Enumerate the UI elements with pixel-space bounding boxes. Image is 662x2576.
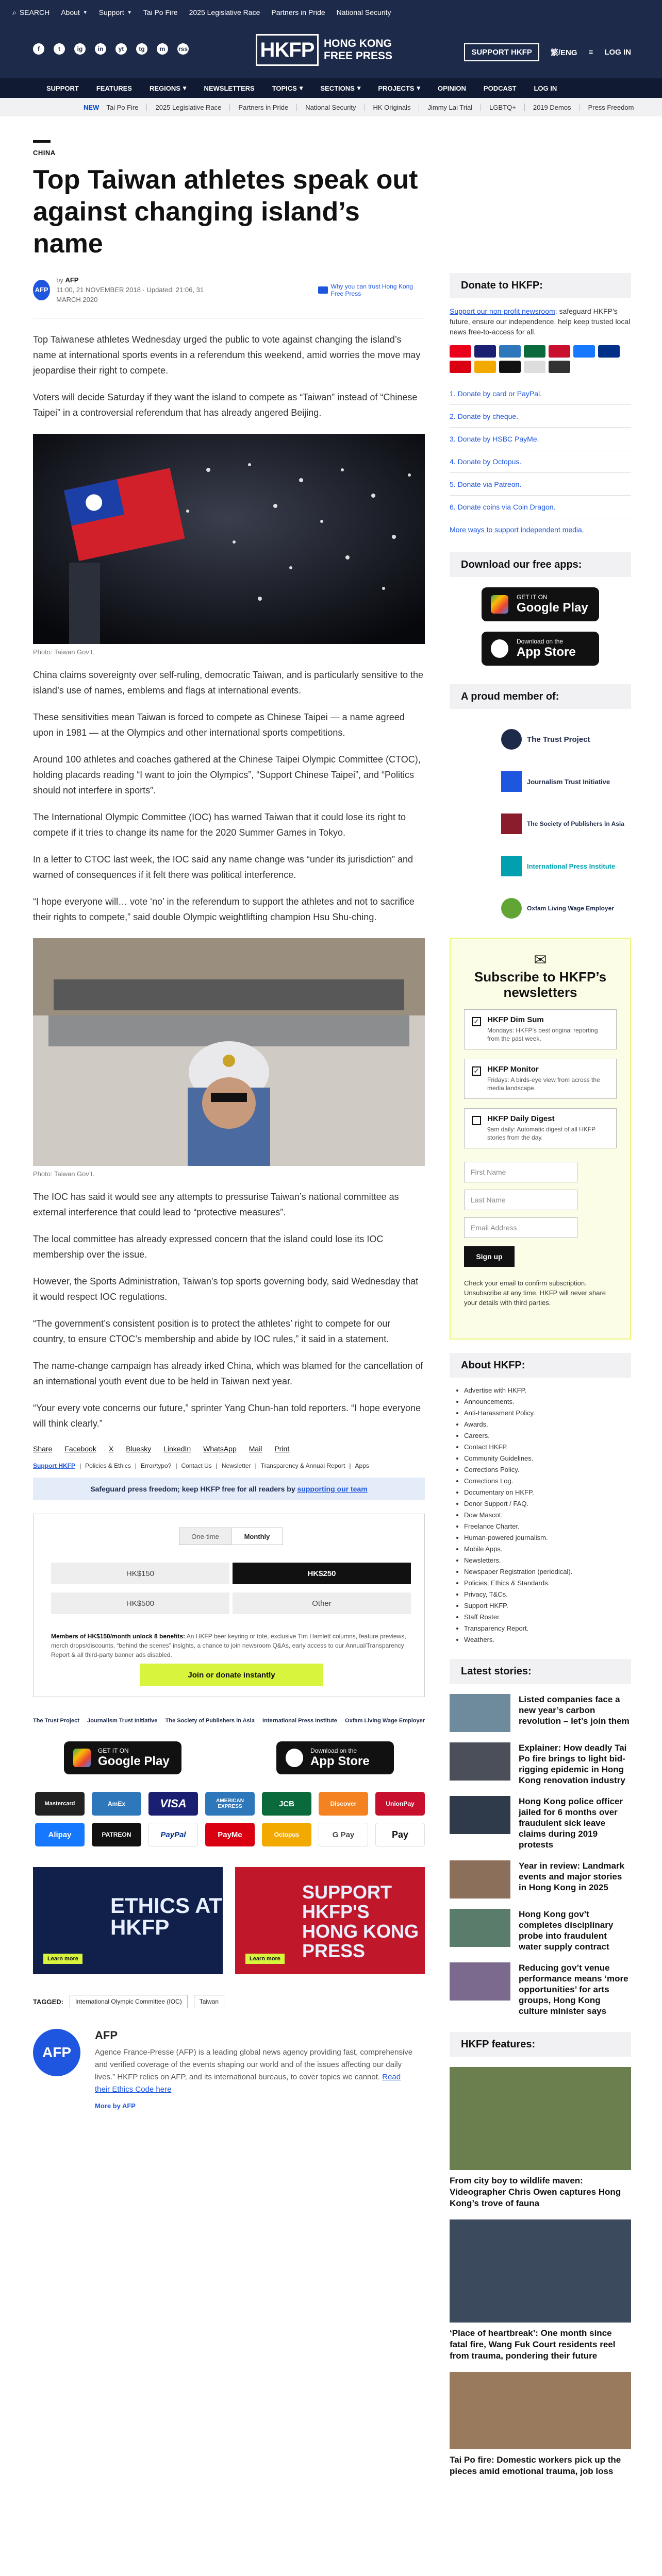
photo-caption: Photo: Taiwan Gov’t.: [33, 1170, 94, 1178]
apple-pay-icon: Pay: [375, 1823, 425, 1846]
trust-project-icon: [501, 729, 522, 750]
member-jti[interactable]: Journalism Trust Initiative: [501, 760, 631, 803]
unionpay-icon: [549, 345, 570, 358]
share-x[interactable]: X: [108, 1445, 114, 1453]
feature-title[interactable]: From city boy to wildlife maven: Videographer Chris Owen captures Hong Kong’s trove of fauna: [450, 2176, 621, 2208]
logo-line-2: FREE PRESS: [324, 50, 393, 62]
trending-item[interactable]: Jimmy Lai Trial: [427, 104, 481, 111]
transparency-link[interactable]: Transparency & Annual Report: [260, 1462, 345, 1469]
visa-icon: VISA: [148, 1792, 198, 1816]
newsletter-option-dimsum[interactable]: ✓ HKFP Dim Sum Mondays: HKFP’s best original reporting from the past week.: [464, 1009, 617, 1049]
member-logo[interactable]: The Society of Publishers in Asia: [165, 1718, 255, 1724]
article-headline: Top Taiwan athletes speak out against changing island’s name: [33, 165, 418, 259]
utility-bar: [0, 0, 662, 25]
about-menu[interactable]: About ▼: [61, 8, 88, 16]
about-item[interactable]: • Corrections Policy.: [464, 1464, 631, 1476]
support-hkfp-button[interactable]: SUPPORT HKFP: [464, 43, 539, 61]
author-box-avatar[interactable]: AFP: [33, 2029, 80, 2076]
latest-story[interactable]: Listed companies face a new year’s carbon revolution – let’s join them: [450, 1694, 631, 1732]
american-express-icon: AMERICAN EXPRESS: [205, 1792, 255, 1816]
jti-icon: [501, 771, 522, 792]
nav-regions[interactable]: REGIONS ▾: [149, 84, 187, 92]
about-item[interactable]: • Privacy, T&Cs.: [464, 1589, 631, 1600]
trending-item[interactable]: 2025 Legislative Race: [155, 104, 230, 111]
app-store-row: [33, 1741, 425, 1774]
google-pay-icon: [524, 361, 545, 373]
more-ways-link[interactable]: More ways to support independent media.: [450, 526, 584, 534]
article-paragraph: “I hope everyone will… vote ‘no’ in the referendum to support the athletes and not to sacrifice their rights to compete,” said double Olympic weightlifting champion Hsu Shu-ching.: [33, 896, 415, 922]
article-paragraph: The name-change campaign has already irked China, which was blamed for the cancellation of an international youth event due to be held in Taiwan next year.: [33, 1361, 423, 1386]
about-item[interactable]: • Advertise with HKFP.: [464, 1385, 631, 1396]
ethics-code-link[interactable]: Read their Ethics Code here: [95, 2073, 401, 2094]
rss-icon[interactable]: rss: [177, 43, 189, 55]
trend-2[interactable]: 2025 Legislative Race: [189, 8, 260, 16]
support-links: Support HKFP | Policies & Ethics | Error/typo? | Contact Us | Newsletter | Transparency & Annual Report | Apps: [33, 1462, 369, 1469]
donate-option[interactable]: 6. Donate coins via Coin Dragon.: [450, 496, 631, 518]
main-nav: [0, 78, 662, 98]
article-paragraph: The local committee has already expressed concern that the island could lose its IOC membership over the issue.: [33, 1234, 384, 1260]
about-list: [450, 1385, 631, 1646]
newsletter-option-digest[interactable]: HKFP Daily Digest 9am daily: Automatic digest of all HKFP stories from the day.: [464, 1108, 617, 1148]
oxfam-icon: [501, 898, 522, 919]
about-item[interactable]: • Support HKFP.: [464, 1600, 631, 1612]
article-photo-guard: [33, 938, 425, 1166]
trending-bar: [0, 98, 662, 116]
google-play-icon: [73, 1749, 91, 1767]
apple-icon: [491, 639, 508, 658]
article-paragraph: Voters will decide Saturday if they want the island to compete as “Taiwan” instead of “Chinese Taipei” in a controversial referendum that has already angered Beijing.: [33, 392, 418, 418]
tag[interactable]: Taiwan: [194, 1995, 224, 2008]
alipay-icon: [573, 345, 595, 358]
about-item[interactable]: • Weathers.: [464, 1634, 631, 1646]
first-name-input[interactable]: First Name: [464, 1162, 577, 1182]
member-heading: A proud member of:: [450, 684, 631, 709]
email-input[interactable]: Email Address: [464, 1217, 577, 1238]
trending-item[interactable]: LGBTQ+: [489, 104, 525, 111]
jcb-icon: [524, 345, 545, 358]
story-thumbnail: [450, 1962, 510, 2001]
article-paragraph: “The government’s consistent position is to protect the athletes’ right to compete for our country, to ensure CTOC’s membership and abide by IOC rules,” it said in a statement.: [33, 1318, 391, 1344]
about-item[interactable]: • Careers.: [464, 1430, 631, 1442]
nav-podcast[interactable]: PODCAST: [483, 84, 517, 92]
trending-item[interactable]: Press Freedom: [588, 103, 634, 111]
more-by-author-link[interactable]: More by AFP: [95, 2102, 136, 2110]
article: [33, 140, 425, 2110]
trust-icon: [318, 286, 327, 294]
member-logo[interactable]: Oxfam Living Wage Employer: [345, 1718, 425, 1724]
latest-story[interactable]: Explainer: How deadly Tai Po fire brings to light bid-rigging epidemic in Hong Kong renovation industry: [450, 1742, 631, 1786]
latest-story[interactable]: Year in review: Landmark events and major stories in Hong Kong in 2025: [450, 1860, 631, 1899]
checkbox-checked[interactable]: ✓: [472, 1066, 481, 1076]
article-paragraph: Top Taiwanese athletes Wednesday urged the public to vote against changing the island’s name at international sports events in a referendum this weekend, amid worries the move may jeopardise their right to compete.: [33, 334, 421, 376]
logo-line-1: HONG KONG: [324, 38, 392, 49]
linkedin-icon[interactable]: in: [95, 43, 106, 55]
chevron-down-icon: ▾: [183, 84, 187, 92]
donate-option[interactable]: 4. Donate by Octopus.: [450, 450, 631, 473]
latest-story[interactable]: Hong Kong police officer jailed for 6 months over fraudulent sick leave claims during 2019 protests: [450, 1796, 631, 1850]
amex-icon: [499, 345, 521, 358]
member-trust-project[interactable]: The Trust Project: [501, 718, 631, 760]
story-thumbnail: [450, 1694, 510, 1732]
trend-1[interactable]: Tai Po Fire: [143, 8, 178, 16]
about-item[interactable]: • Announcements.: [464, 1396, 631, 1408]
article-date: 11:00, 21 NOVEMBER 2018 · Updated: 21:06, 31 MARCH 2020: [56, 286, 204, 303]
member-ipi[interactable]: International Press Institute: [501, 845, 631, 887]
author-box-name[interactable]: AFP: [95, 2029, 118, 2042]
nav-sections[interactable]: SECTIONS ▾: [320, 84, 361, 92]
new-badge: NEW: [84, 103, 100, 111]
share-label: Share: [33, 1445, 53, 1453]
latest-story[interactable]: Hong Kong gov’t completes disciplinary probe into fraudulent water supply contract: [450, 1909, 631, 1952]
member-sopa[interactable]: The Society of Publishers in Asia: [501, 803, 631, 845]
apps-heading: Download our free apps:: [450, 552, 631, 577]
paypal-icon: PayPal: [148, 1823, 198, 1846]
tab-one-time[interactable]: One-time: [179, 1528, 231, 1545]
share-facebook[interactable]: Facebook: [64, 1445, 96, 1453]
latest-heading: Latest stories:: [450, 1659, 631, 1684]
telegram-icon[interactable]: tg: [136, 43, 147, 55]
about-item[interactable]: • Donor Support / FAQ.: [464, 1498, 631, 1510]
nav-newsletters[interactable]: NEWSLETTERS: [204, 84, 255, 92]
chevron-down-icon: ▼: [127, 10, 132, 15]
share-row: [33, 1445, 425, 1453]
features-heading: HKFP features:: [450, 2032, 631, 2057]
promo-row: [33, 1867, 425, 1974]
ipi-icon: [501, 856, 522, 876]
nav-support[interactable]: SUPPORT: [46, 84, 79, 92]
author-name[interactable]: AFP: [65, 276, 79, 284]
share-print[interactable]: Print: [274, 1445, 290, 1453]
apps-link[interactable]: Apps: [355, 1462, 369, 1469]
jcb-icon: JCB: [262, 1792, 311, 1816]
about-item[interactable]: • Mobile Apps.: [464, 1544, 631, 1555]
about-item[interactable]: • Newspaper Registration (periodical).: [464, 1566, 631, 1578]
discover-icon: Discover: [319, 1792, 368, 1816]
author-bio: Agence France-Presse (AFP) is a leading global news agency providing fast, comprehensive and verified coverage of the events shaping our world and of the issues affecting our daily lives.” HKFP relies on AFP, and its international bureaus, to cover topics we cannot. Read their Ethics Code here: [95, 2048, 413, 2094]
sidebar: [450, 273, 631, 2477]
member-logos-row: [33, 1718, 425, 1724]
payment-methods: [33, 1792, 425, 1846]
feature-image[interactable]: [450, 2067, 631, 2170]
article-paragraph: In a letter to CTOC last week, the IOC said any name change was “under its jurisdiction” and warned of consequences if it felt there was political interference.: [33, 854, 413, 880]
article-category[interactable]: CHINA: [33, 149, 56, 157]
about-item[interactable]: • Freelance Charter.: [464, 1521, 631, 1532]
patreon-icon: PATREON: [92, 1823, 141, 1846]
payme-icon: PayMe: [205, 1823, 255, 1846]
mail-icon[interactable]: m: [157, 43, 168, 55]
about-item[interactable]: • Staff Roster.: [464, 1612, 631, 1623]
newsletter-link[interactable]: Newsletter: [221, 1462, 251, 1469]
donate-heading: Donate to HKFP:: [450, 273, 631, 298]
story-thumbnail: [450, 1742, 510, 1781]
trend-4[interactable]: National Security: [336, 8, 391, 16]
benefits-note: Members of HK$150/month unlock 8 benefits: An HKFP beer keyring or tote, exclusive Tim Hamlett columns, feature previews, merch drops/discounts, “behind the scenes” insights, a chance to join newsroom Q&As, early access to our Annual/Transparency Report & all third-party banner ads disabled.: [51, 1633, 406, 1658]
about-item[interactable]: • Transparency Report.: [464, 1623, 631, 1634]
tagged-label: TAGGED:: [33, 1997, 63, 2006]
byline: AFP by AFP 11:00, 21 NOVEMBER 2018 · Updated: 21:06, 31 MARCH 2020 Why you can trust Hong Kong Free Press: [33, 275, 425, 304]
trend-3[interactable]: Partners in Pride: [271, 8, 325, 16]
article-paragraph: “Your every vote concerns our future,” sprinter Yang Chun-han told reporters. “I hope everyone will think clearly.”: [33, 1403, 421, 1429]
donate-widget: [33, 1514, 425, 1697]
amex-icon: AmEx: [92, 1792, 141, 1816]
signup-button[interactable]: Sign up: [464, 1246, 515, 1267]
article-paragraph: These sensitivities mean Taiwan is forced to compete as Chinese Taipei — a name agreed upon in 1981 — at the Olympics and other international sports competitions.: [33, 712, 405, 738]
article-paragraph: Around 100 athletes and coaches gathered at the Chinese Taipei Olympic Committee (CTOC), holding placards reading “I want to join the Olympics”, “Support Chinese Taipei”, and “Politics should not interfere in sports”.: [33, 754, 421, 795]
apple-pay-icon: [549, 361, 570, 373]
feature-title[interactable]: ‘Place of heartbreak’: One month since fatal fire, Wang Fuk Court residents reel from trauma, pondering their future: [450, 2328, 616, 2361]
app-store-badge[interactable]: Download on the App Store: [482, 632, 599, 666]
social-links: [33, 43, 189, 55]
support-hkfp-link[interactable]: Support HKFP: [33, 1462, 75, 1469]
tab-monthly[interactable]: Monthly: [231, 1528, 283, 1545]
google-play-badge[interactable]: GET IT ON Google Play: [482, 587, 599, 621]
trending-item[interactable]: National Security: [305, 104, 365, 111]
google-play-badge[interactable]: GET IT ON Google Play: [64, 1741, 181, 1774]
share-linkedin[interactable]: LinkedIn: [163, 1445, 191, 1453]
apple-icon: [286, 1749, 303, 1767]
google-pay-icon: G Pay: [319, 1823, 368, 1846]
guard-photo-illustration: [33, 938, 425, 1166]
unionpay-icon: UnionPay: [375, 1792, 425, 1816]
logo-mark: HKFP: [256, 34, 319, 66]
newsletter-option-monitor[interactable]: ✓ HKFP Monitor Fridays: A birds-eye view from across the media landscape.: [464, 1059, 617, 1099]
mastercard-icon: [450, 345, 471, 358]
donate-text: Support our non-profit newsroom: safeguard HKFP’s future, ensure our independence, help keep trusted local news free-to-access for all.: [450, 307, 631, 336]
support-menu[interactable]: Support ▼: [98, 8, 132, 16]
error-link[interactable]: Error/typo?: [140, 1462, 172, 1469]
last-name-input[interactable]: Last Name: [464, 1190, 577, 1210]
about-item[interactable]: • Anti-Harassment Policy.: [464, 1408, 631, 1419]
nav-projects[interactable]: PROJECTS ▾: [378, 84, 420, 92]
youtube-icon[interactable]: yt: [115, 43, 127, 55]
member-logo[interactable]: International Press Institute: [262, 1718, 337, 1724]
feature-image[interactable]: [450, 2219, 631, 2323]
trending-item[interactable]: HK Originals: [373, 104, 420, 111]
about-item[interactable]: • Community Guidelines.: [464, 1453, 631, 1464]
mastercard-icon: Mastercard: [35, 1792, 85, 1816]
share-bluesky[interactable]: Bluesky: [126, 1445, 152, 1453]
share-whatsapp[interactable]: WhatsApp: [203, 1445, 237, 1453]
member-logo[interactable]: Journalism Trust Initiative: [87, 1718, 158, 1724]
article-paragraph: The IOC has said it would see any attempts to pressurise Taiwan’s national committee as external interference that could lead to “protective measures”.: [33, 1192, 399, 1217]
x-icon[interactable]: t: [54, 43, 65, 55]
chevron-down-icon: ▾: [299, 84, 303, 92]
latest-story[interactable]: Reducing gov’t venue performance means ‘more opportunities’ for arts groups, Hong Kong culture minister says: [450, 1962, 631, 2016]
join-donate-button[interactable]: Join or donate instantly: [140, 1664, 323, 1686]
tag[interactable]: International Olympic Committee (IOC): [70, 1995, 188, 2008]
search-link[interactable]: ⌕ SEARCH: [12, 8, 50, 16]
supporting-link[interactable]: supporting our team: [297, 1485, 368, 1493]
login-link[interactable]: LOG IN: [604, 48, 631, 57]
author-avatar[interactable]: AFP: [33, 280, 50, 300]
feature-title[interactable]: Tai Po fire: Domestic workers pick up the pieces amid emotional trauma, job loss: [450, 2455, 621, 2476]
amount-option[interactable]: HK$150: [51, 1563, 229, 1584]
nav-login[interactable]: LOG IN: [534, 84, 557, 92]
menu-icon[interactable]: ≡: [588, 48, 593, 57]
amount-option[interactable]: HK$500: [51, 1592, 229, 1614]
payme-icon: [450, 361, 471, 373]
about-item[interactable]: • Corrections Log.: [464, 1476, 631, 1487]
newsletter-disclaimer: Check your email to confirm subscription. Unsubscribe at any time. HKFP will never share your details with third parties.: [464, 1279, 606, 1307]
donate-option[interactable]: 3. Donate by HSBC PayMe.: [450, 428, 631, 450]
donate-option[interactable]: 1. Donate by card or PayPal.: [450, 382, 631, 405]
checkbox-unchecked[interactable]: [472, 1116, 481, 1125]
share-mail[interactable]: Mail: [249, 1445, 262, 1453]
article-paragraph: The International Olympic Committee (IOC) has warned Taiwan that it could lose its right to compete if it tries to change its name for the 2020 Summer Games in Tokyo.: [33, 812, 406, 838]
story-thumbnail: [450, 1860, 510, 1899]
about-item[interactable]: • Documentary on HKFP.: [464, 1487, 631, 1498]
about-item[interactable]: • Awards.: [464, 1419, 631, 1430]
contact-link[interactable]: Contact Us: [181, 1462, 212, 1469]
site-header: [0, 25, 662, 78]
story-thumbnail: [450, 1796, 510, 1834]
nav-opinion[interactable]: OPINION: [438, 84, 466, 92]
about-item[interactable]: • Dow Mascot.: [464, 1510, 631, 1521]
article-paragraph: However, the Sports Administration, Taiwan’s top sports governing body, said Wednesday that it would respect IOC regulations.: [33, 1276, 419, 1302]
newsletter-title: Subscribe to HKFP’s newsletters: [474, 969, 607, 1000]
photo-caption: Photo: Taiwan Gov’t.: [33, 648, 94, 656]
alipay-icon: Alipay: [35, 1823, 85, 1846]
sidebar-payment-icons: [450, 345, 631, 373]
tag-list: [33, 1995, 425, 2008]
checkbox-checked[interactable]: ✓: [472, 1017, 481, 1026]
safeguard-banner: Safeguard press freedom; keep HKFP free for all readers by supporting our team: [33, 1478, 425, 1500]
chevron-down-icon: ▾: [417, 84, 420, 92]
octopus-icon: Octopus: [262, 1823, 311, 1846]
sopa-icon: [501, 814, 522, 834]
category-rule: [33, 140, 51, 143]
octopus-icon: [474, 361, 496, 373]
nav-features[interactable]: FEATURES: [96, 84, 132, 92]
about-item[interactable]: • Contact HKFP.: [464, 1442, 631, 1453]
author-box: [33, 2029, 425, 2110]
support-promo[interactable]: SUPPORT HKFP'S HONG KONG PRESS Learn more: [235, 1867, 425, 1974]
nav-topics[interactable]: TOPICS ▾: [272, 84, 303, 92]
non-profit-link[interactable]: Support our non-profit newsroom: [450, 307, 555, 315]
flag-photo-illustration: [33, 434, 425, 644]
about-item[interactable]: • Policies, Ethics & Standards.: [464, 1578, 631, 1589]
ethics-promo[interactable]: ETHICS AT HKFP Learn more: [33, 1867, 223, 1974]
facebook-icon[interactable]: f: [33, 43, 44, 55]
feature-image[interactable]: [450, 2372, 631, 2449]
donate-tabs: [179, 1528, 283, 1545]
about-item[interactable]: • Newsletters.: [464, 1555, 631, 1566]
amount-option-selected[interactable]: HK$250: [233, 1563, 411, 1584]
member-list: [450, 718, 631, 929]
member-logo[interactable]: The Trust Project: [33, 1718, 79, 1724]
amount-option[interactable]: Other: [233, 1592, 411, 1614]
language-toggle[interactable]: 繁/ENG: [550, 48, 577, 57]
trending-item[interactable]: Partners in Pride: [238, 104, 297, 111]
article-paragraph: China claims sovereignty over self-ruling, democratic Taiwan, and is particularly sensitive to the island’s use of names, emblems and flags at international events.: [33, 670, 424, 696]
donate-option[interactable]: 2. Donate by cheque.: [450, 405, 631, 428]
donate-option[interactable]: 5. Donate via Patreon.: [450, 473, 631, 496]
instagram-icon[interactable]: ig: [74, 43, 86, 55]
trending-item[interactable]: Tai Po Fire: [106, 104, 147, 111]
trending-item[interactable]: 2019 Demos: [533, 104, 580, 111]
chevron-down-icon: ▼: [82, 10, 88, 15]
about-heading: About HKFP:: [450, 1353, 631, 1378]
member-oxfam[interactable]: Oxfam Living Wage Employer: [501, 887, 631, 929]
chevron-down-icon: ▾: [357, 84, 361, 92]
search-icon: ⌕: [12, 8, 16, 16]
mail-icon: ✉: [534, 952, 547, 969]
about-item[interactable]: • Human-powered journalism.: [464, 1532, 631, 1544]
article-photo-flag: [33, 434, 425, 644]
visa-icon: [474, 345, 496, 358]
app-store-badge[interactable]: Download on the App Store: [276, 1741, 394, 1774]
google-play-icon: [491, 595, 508, 614]
trust-badge[interactable]: Why you can trust Hong Kong Free Press: [318, 283, 425, 297]
policies-link[interactable]: Policies & Ethics: [85, 1462, 131, 1469]
site-logo[interactable]: [256, 34, 392, 66]
patreon-icon: [499, 361, 521, 373]
paypal-icon: [598, 345, 620, 358]
newsletter-signup: [450, 938, 631, 1340]
story-thumbnail: [450, 1909, 510, 1947]
